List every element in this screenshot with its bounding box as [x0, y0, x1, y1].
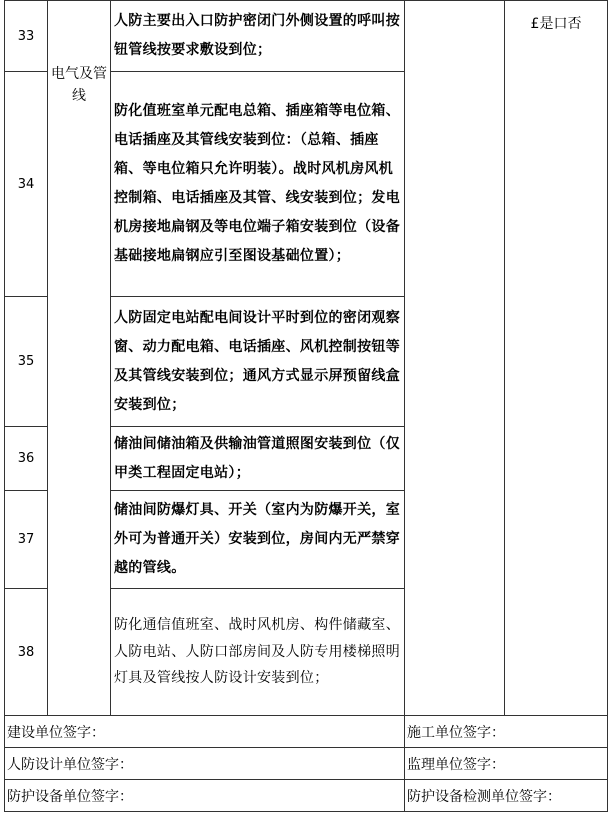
signature-row	[5, 780, 608, 812]
inspection-table	[4, 0, 608, 812]
signature-row	[5, 716, 608, 748]
item-description: 人防主要出入口防护密闭门外侧设置的呼叫按钮管线按要求敷设到位；	[111, 1, 405, 72]
item-description: 储油间储油箱及供输油管道照图安装到位（仅甲类工程固定电站）；	[111, 427, 405, 491]
table-row	[5, 1, 608, 72]
equipment-unit-signature: 防护设备单位签字：	[5, 780, 405, 812]
item-description: 防化值班室单元配电总箱、插座箱等电位箱、电话插座及其管线安装到位：（总箱、插座箱、等电位箱只允许明装）。战时风机房风机控制箱、电话插座及其管、线安装到位；发电机房接地扁钢及等电位端子箱安装到位（设备基础接地扁钢应引至图设基础位置）；	[111, 72, 405, 297]
supervision-unit-signature: 监理单位签字：	[405, 748, 608, 780]
row-number: 37	[5, 491, 48, 589]
item-description: 储油间防爆灯具、开关（室内为防爆开关，室外可为普通开关）安装到位，房间内无严禁穿越的管线。	[111, 491, 405, 589]
row-number: 33	[5, 1, 48, 72]
item-description: 防化通信值班室、战时风机房、构件储藏室、人防电站、人防口部房间及人防专用楼梯照明灯具及管线按人防设计安装到位；	[111, 589, 405, 716]
category-cell: 电气及管线	[48, 1, 111, 716]
inspection-unit-signature: 防护设备检测单位签字：	[405, 780, 608, 812]
construction-unit-signature: 建设单位签字：	[5, 716, 405, 748]
row-number: 36	[5, 427, 48, 491]
row-number: 35	[5, 297, 48, 427]
row-number: 38	[5, 589, 48, 716]
check-option: £是口否	[505, 1, 608, 716]
item-description: 人防固定电站配电间设计平时到位的密闭观察窗、动力配电箱、电话插座、风机控制按钮等及其管线安装到位；通风方式显示屏预留线盒安装到位；	[111, 297, 405, 427]
row-number: 34	[5, 72, 48, 297]
signature-row	[5, 748, 608, 780]
builder-unit-signature: 施工单位签字：	[405, 716, 608, 748]
empty-cell	[405, 1, 505, 716]
design-unit-signature: 人防设计单位签字：	[5, 748, 405, 780]
